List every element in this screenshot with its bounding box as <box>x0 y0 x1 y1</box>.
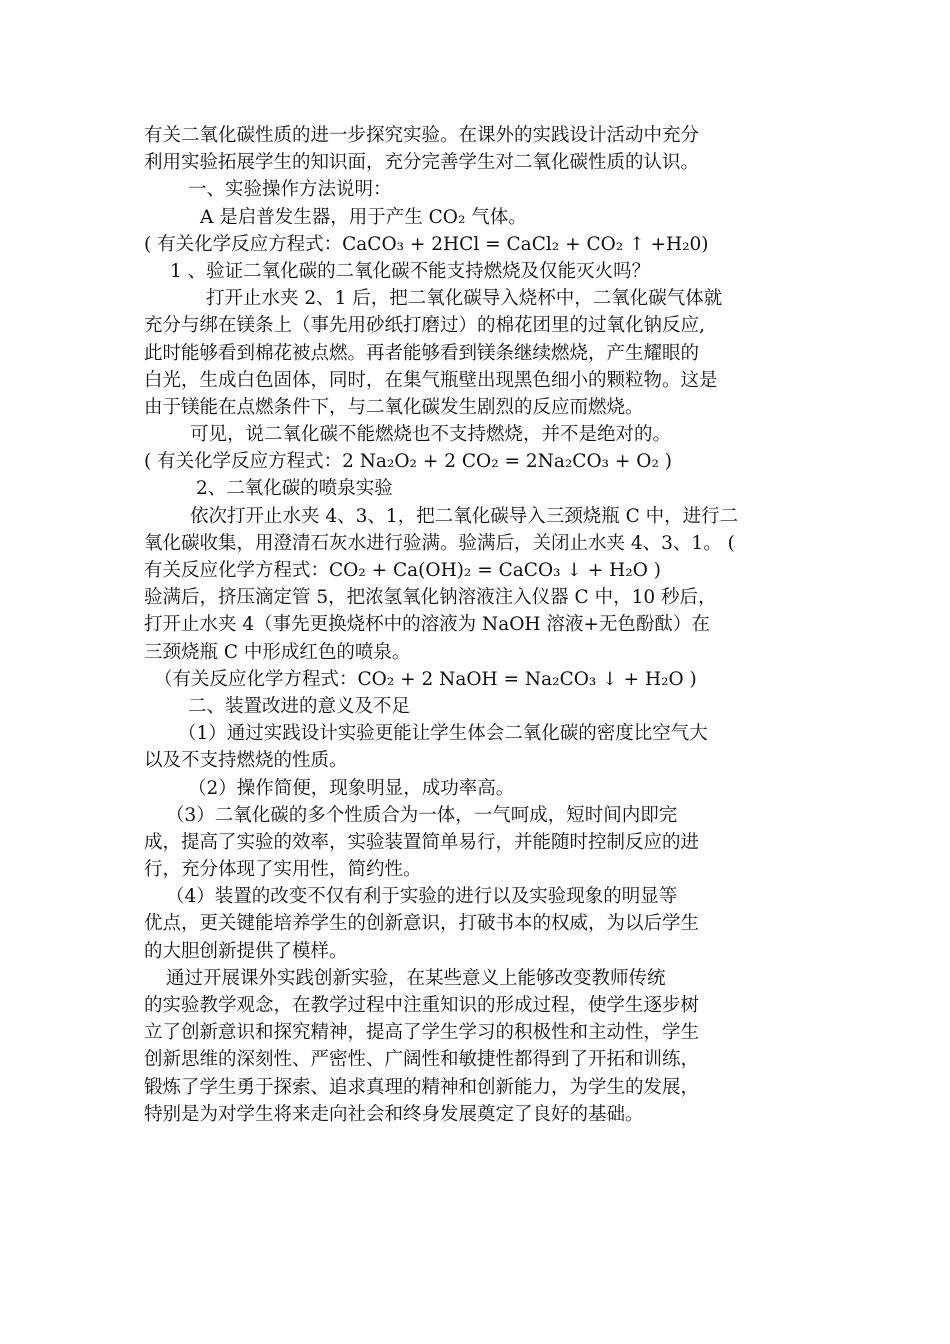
equation-line: ( 有关化学反应方程式：CaCO₃ + 2HCl = CaCl₂ + CO₂ ↑ +H₂0) <box>144 233 709 255</box>
text-line: 利用实验拓展学生的知识面，充分完善学生对二氧化碳性质的认识。 <box>144 152 700 174</box>
text-line: 由于镁能在点燃条件下，与二氧化碳发生剧烈的反应而燃烧。 <box>144 396 644 418</box>
text-line: 此时能够看到棉花被点燃。再者能够看到镁条继续燃烧，产生耀眼的 <box>144 342 700 364</box>
text-line: 依次打开止水夹 4、3、1，把二氧化碳导入三颈烧瓶 C 中，进行二 <box>190 505 739 527</box>
text-line: 优点，更关键能培养学生的创新意识，打破书本的权威，为以后学生 <box>144 913 700 935</box>
text-line: （1）通过实践设计实验更能让学生体会二氧化碳的密度比空气大 <box>178 723 708 745</box>
text-line: 通过开展课外实践创新实验，在某些意义上能够改变教师传统 <box>166 967 666 989</box>
subsection-heading: 2、二氧化碳的喷泉实验 <box>196 478 393 500</box>
text-line: 充分与绑在镁条上（事先用砂纸打磨过）的棉花团里的过氧化钠反应, <box>144 315 705 337</box>
text-line: 可见，说二氧化碳不能燃烧也不支持燃烧，并不是绝对的。 <box>190 424 672 446</box>
text-line: 特别是为对学生将来走向社会和终身发展奠定了良好的基础。 <box>144 1103 644 1125</box>
document-body <box>144 122 814 1128</box>
text-line: （4）装置的改变不仅有利于实验的进行以及实验现象的明显等 <box>166 886 678 908</box>
subsection-heading: 1 、验证二氧化碳的二氧化碳不能支持燃烧及仅能灭火吗？ <box>170 260 651 282</box>
text-line: 白光，生成白色固体，同时，在集气瓶壁出现黑色细小的颗粒物。这是 <box>144 369 718 391</box>
text-line: （2）操作简便，现象明显，成功率高。 <box>188 777 515 799</box>
text-line: 创新思维的深刻性、严密性、广阔性和敏捷性都得到了开拓和训练， <box>144 1049 700 1071</box>
equation-line: ( 有关化学反应方程式：2 Na₂O₂ + 2 CO₂ = 2Na₂CO₃ + O₂ ) <box>144 451 672 473</box>
section-heading: 二、装置改进的意义及不足 <box>188 695 411 717</box>
text-line: 锻炼了学生勇于探索、追求真理的精神和创新能力，为学生的发展， <box>144 1076 700 1098</box>
equation-line: 有关反应化学方程式：CO₂ + Ca(OH)₂ = CaCO₃ ↓ + H₂O ) <box>144 560 661 581</box>
text-line: 成，提高了实验的效率，实验装置简单易行，并能随时控制反应的进 <box>144 831 700 853</box>
section-heading: 一、实验操作方法说明： <box>188 179 392 201</box>
equation-line: （有关反应化学方程式：CO₂ + 2 NaOH = Na₂CO₃ ↓ + H₂O ) <box>154 668 697 690</box>
text-line: 三颈烧瓶 C 中形成红色的喷泉。 <box>144 641 411 663</box>
text-line: 的大胆创新提供了模样。 <box>144 940 348 962</box>
text-line: 行，充分体现了实用性，简约性。 <box>144 859 422 881</box>
text-line: 以及不支持燃烧的性质。 <box>144 750 348 772</box>
text-line: 氧化碳收集，用澄清石灰水进行验满。验满后，关闭止水夹 4、3、1。 ( <box>144 532 735 554</box>
text-line: 打开止水夹 2、1 后，把二氧化碳导入烧杯中，二氧化碳气体就 <box>206 288 723 310</box>
text-line: （3）二氧化碳的多个性质合为一体，一气呵成，短时间内即完 <box>166 804 678 826</box>
text-line: 有关二氧化碳性质的进一步探究实验。在课外的实践设计活动中充分 <box>144 125 700 146</box>
text-line: 验满后，挤压滴定管 5，把浓氢氧化钠溶液注入仪器 C 中，10 秒后， <box>144 587 717 609</box>
text-line: 立了创新意识和探究精神，提高了学生学习的积极性和主动性，学生 <box>144 1022 700 1044</box>
text-line: 的实验教学观念，在教学过程中注重知识的形成过程，使学生逐步树 <box>144 995 700 1016</box>
text-line: 打开止水夹 4（事先更换烧杯中的溶液为 NaOH 溶液+无色酚酞）在 <box>144 614 710 636</box>
text-line: A 是启普发生器，用于产生 CO₂ 气体。 <box>200 206 527 228</box>
